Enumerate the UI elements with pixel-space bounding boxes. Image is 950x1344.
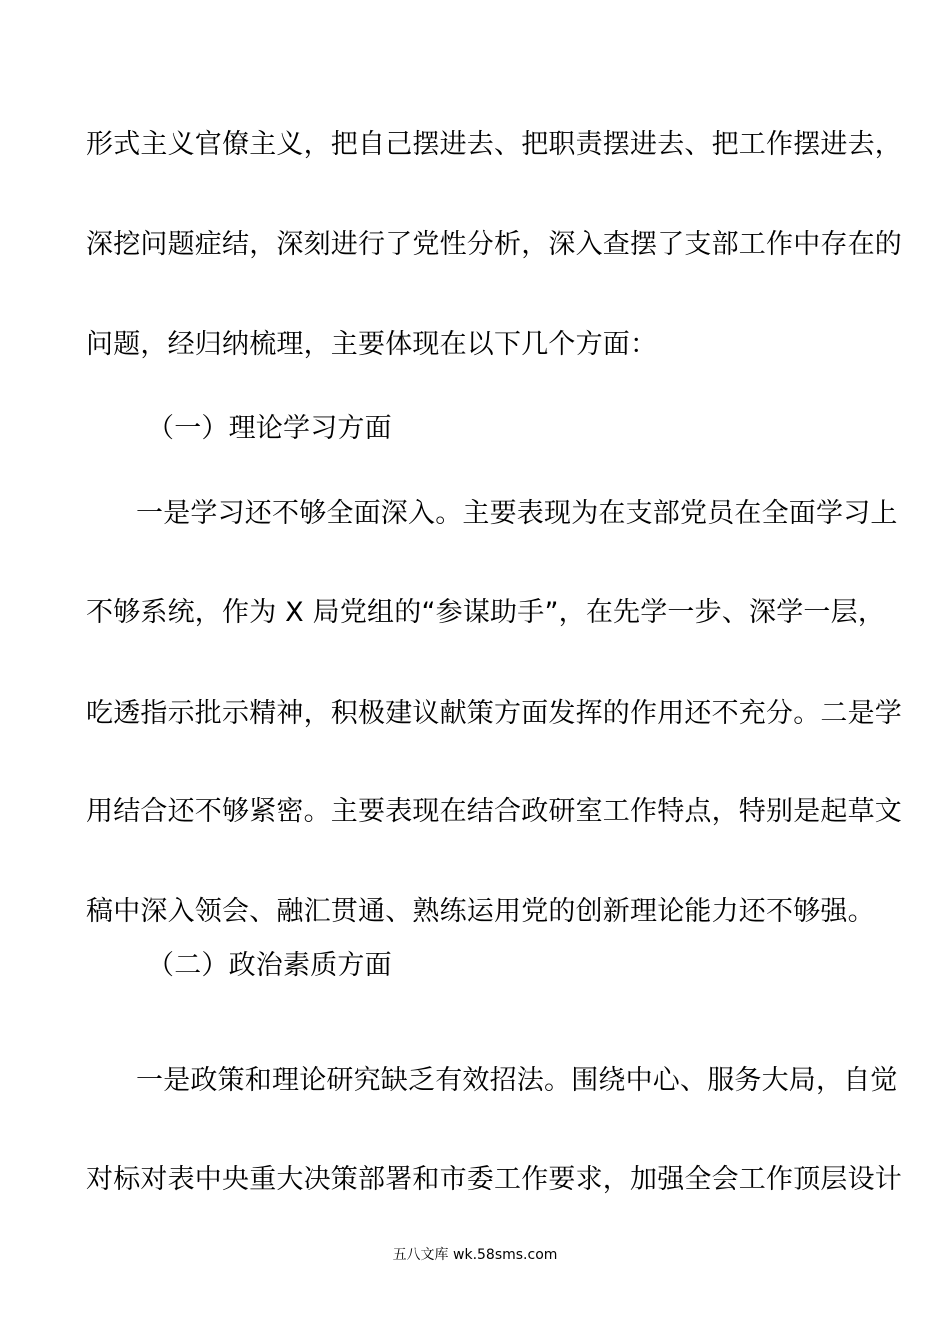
paragraph-line: 吃透指示批示精神，积极建议献策方面发挥的作用还不充分。二是学 bbox=[86, 698, 902, 729]
paragraph-line: 一是政策和理论研究缺乏有效招法。围绕中心、服务大局，自觉 bbox=[136, 1065, 898, 1096]
section-heading: （一）理论学习方面 bbox=[147, 413, 392, 444]
footer-watermark: 五八文库 wk.58sms.com bbox=[392, 1247, 558, 1263]
section-heading: （二）政治素质方面 bbox=[147, 950, 392, 981]
paragraph-line: 一是学习还不够全面深入。主要表现为在支部党员在全面学习上 bbox=[136, 498, 898, 529]
paragraph-line: 对标对表中央重大决策部署和市委工作要求，加强全会工作顶层设计 bbox=[86, 1164, 902, 1195]
paragraph-line: 形式主义官僚主义，把自己摆进去、把职责摆进去、把工作摆进去， bbox=[86, 129, 902, 160]
paragraph-line: 不够系统，作为 X 局党组的“参谋助手”，在先学一步、深学一层， bbox=[86, 597, 886, 628]
paragraph-line: 深挖问题症结，深刻进行了党性分析，深入查摆了支部工作中存在的 bbox=[86, 229, 902, 260]
paragraph-line: 用结合还不够紧密。主要表现在结合政研室工作特点，特别是起草文 bbox=[86, 796, 902, 827]
paragraph-line: 稿中深入领会、融汇贯通、熟练运用党的创新理论能力还不够强。 bbox=[86, 896, 875, 927]
paragraph-line: 问题，经归纳梳理，主要体现在以下几个方面： bbox=[86, 329, 658, 360]
